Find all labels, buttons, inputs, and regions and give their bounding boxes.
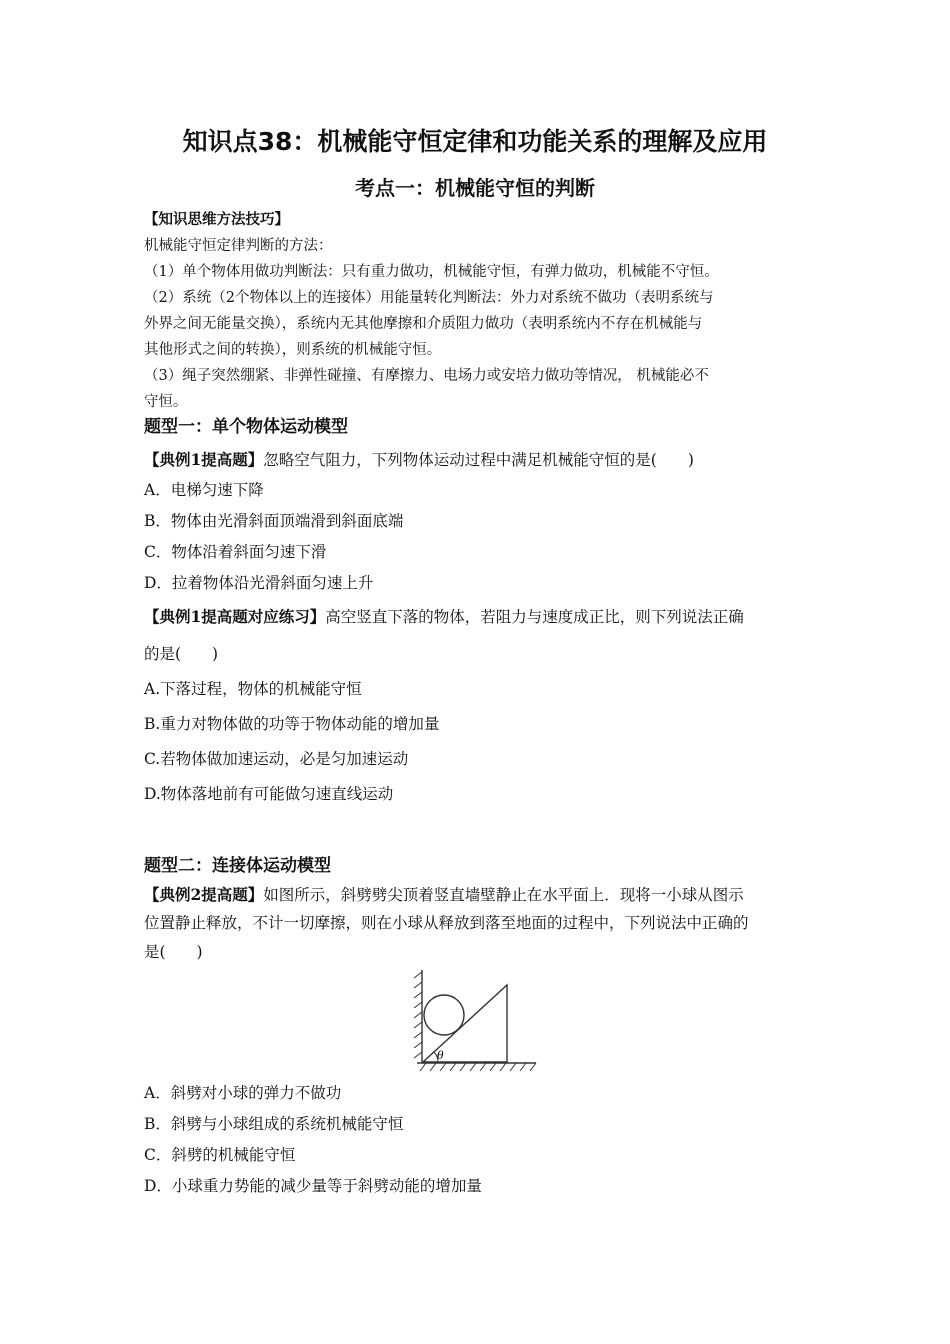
wall-hatching	[414, 972, 422, 1058]
practice1	[144, 601, 814, 814]
ground-hatching	[420, 1063, 536, 1071]
example2-question-line: 位置静止释放，不计一切摩擦，则在小球从释放到落至地面的过程中，下列说法中正确的	[144, 914, 749, 932]
example2	[144, 880, 814, 967]
example1	[144, 444, 814, 599]
section-title: 考点一：机械能守恒的判断	[355, 176, 595, 200]
example2-option: A．斜劈对小球的弹力不做功	[144, 1084, 342, 1102]
practice1-question-line: 的是( )	[144, 645, 219, 663]
practice1-option: B.重力对物体做的功等于物体动能的增加量	[144, 715, 440, 733]
practice1-option: D.物体落地前有可能做匀速直线运动	[144, 785, 394, 803]
wedge-ball-diagram	[412, 968, 542, 1076]
method-line: 其他形式之间的转换），则系统的机械能守恒。	[144, 342, 442, 358]
example2-option: C．斜劈的机械能守恒	[144, 1146, 296, 1164]
method-line: （3）绳子突然绷紧、非弹性碰撞、有摩擦力、电场力或安培力做功等情况， 机械能必不	[144, 368, 709, 384]
type1-heading: 题型一：单个物体运动模型	[144, 417, 348, 437]
method-line: （1）单个物体用做功判断法：只有重力做功，机械能守恒，有弹力做功，机械能不守恒。	[144, 264, 719, 280]
method-line: （2）系统（2个物体以上的连接体）用能量转化判断法：外力对系统不做功（表明系统与	[144, 290, 714, 306]
method-heading: 【知识思维方法技巧】	[144, 212, 289, 228]
example1-option: B．物体由光滑斜面顶端滑到斜面底端	[144, 512, 404, 530]
page-title: 知识点38：机械能守恒定律和功能关系的理解及应用	[182, 127, 768, 156]
example1-question: 忽略空气阻力，下列物体运动过程中满足机械能守恒的是( )	[263, 451, 694, 469]
practice1-option: C.若物体做加速运动，必是匀加速运动	[144, 750, 409, 768]
example2-question-line: 如图所示，斜劈劈尖顶着竖直墙壁静止在水平面上．现将一小球从图示	[263, 886, 744, 904]
example1-tag: 【典例1提高题】	[144, 450, 264, 469]
example2-option: B．斜劈与小球组成的系统机械能守恒	[144, 1115, 404, 1133]
method-section	[144, 207, 814, 415]
theta-label: θ	[437, 1049, 444, 1062]
example1-option: A．电梯匀速下降	[144, 481, 264, 499]
practice1-option: A.下落过程，物体的机械能守恒	[144, 680, 362, 698]
ball	[424, 995, 464, 1035]
example2-options	[144, 1078, 814, 1202]
type2-heading: 题型二：连接体运动模型	[144, 856, 331, 876]
example1-option: D．拉着物体沿光滑斜面匀速上升	[144, 574, 374, 592]
method-intro: 机械能守恒定律判断的方法：	[144, 238, 333, 254]
method-line: 外界之间无能量交换），系统内无其他摩擦和介质阻力做功（表明系统内不存在机械能与	[144, 316, 703, 332]
wedge-ball-figure	[412, 968, 542, 1076]
example2-tag: 【典例2提高题】	[144, 885, 264, 904]
method-line: 守恒。	[144, 394, 188, 410]
example2-question-line: 是( )	[144, 943, 203, 961]
example2-option: D．小球重力势能的减少量等于斜劈动能的增加量	[144, 1177, 482, 1195]
example1-option: C．物体沿着斜面匀速下滑	[144, 543, 327, 561]
practice1-tag: 【典例1提高题对应练习】	[144, 607, 326, 626]
practice1-question-line: 高空竖直下落的物体，若阻力与速度成正比，则下列说法正确	[325, 608, 744, 626]
